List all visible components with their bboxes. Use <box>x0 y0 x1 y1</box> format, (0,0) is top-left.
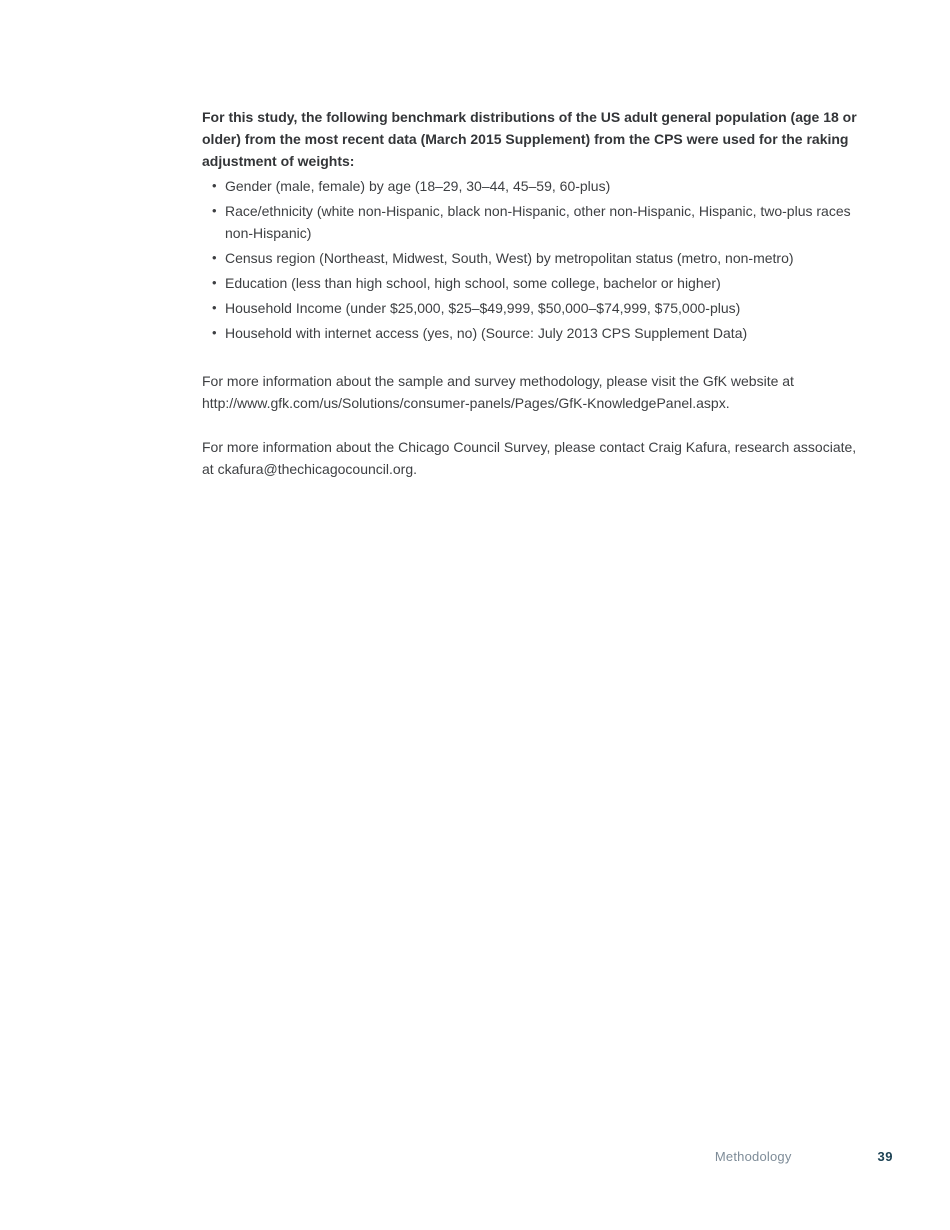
page-content <box>202 106 870 480</box>
footer-page-number: 39 <box>877 1149 893 1164</box>
benchmark-list <box>202 175 870 344</box>
contact-info-paragraph: For more information about the Chicago Council Survey, please contact Craig Kafura, research associate, at ckafura@thechicagocouncil.org. <box>202 439 857 477</box>
list-item <box>202 200 870 244</box>
list-item-text: Household Income (under $25,000, $25–$49,999, $50,000–$74,999, $75,000-plus) <box>225 300 741 316</box>
list-item <box>202 272 870 294</box>
intro-paragraph: For this study, the following benchmark distributions of the US adult general population (age 18 or older) from the most recent data (March 2015 Supplement) from the CPS were used for the raking adjustment of weights: <box>202 109 857 169</box>
list-item-text: Race/ethnicity (white non-Hispanic, black non-Hispanic, other non-Hispanic, Hispanic, two-plus races non-Hispanic) <box>225 203 851 241</box>
list-item-text: Gender (male, female) by age (18–29, 30–44, 45–59, 60-plus) <box>225 178 611 194</box>
bullet-icon: • <box>212 203 217 218</box>
bullet-icon: • <box>212 325 217 340</box>
footer-section-label: Methodology <box>714 1149 792 1164</box>
list-item-text: Education (less than high school, high school, some college, bachelor or higher) <box>225 275 721 291</box>
bullet-icon: • <box>212 300 217 315</box>
list-item <box>202 247 870 269</box>
bullet-icon: • <box>212 250 217 265</box>
list-item <box>202 297 870 319</box>
list-item-text: Household with internet access (yes, no) (Source: July 2013 CPS Supplement Data) <box>225 325 748 341</box>
list-item <box>202 322 870 344</box>
page-footer <box>202 1149 893 1164</box>
methodology-info-paragraph: For more information about the sample and survey methodology, please visit the GfK website at http://www.gfk.com/us/Solutions/consumer-panels/Pages/GfK-KnowledgePanel.aspx. <box>202 373 794 411</box>
list-item <box>202 175 870 197</box>
bullet-icon: • <box>212 275 217 290</box>
list-item-text: Census region (Northeast, Midwest, South, West) by metropolitan status (metro, non-metro) <box>225 250 794 266</box>
bullet-icon: • <box>212 178 217 193</box>
